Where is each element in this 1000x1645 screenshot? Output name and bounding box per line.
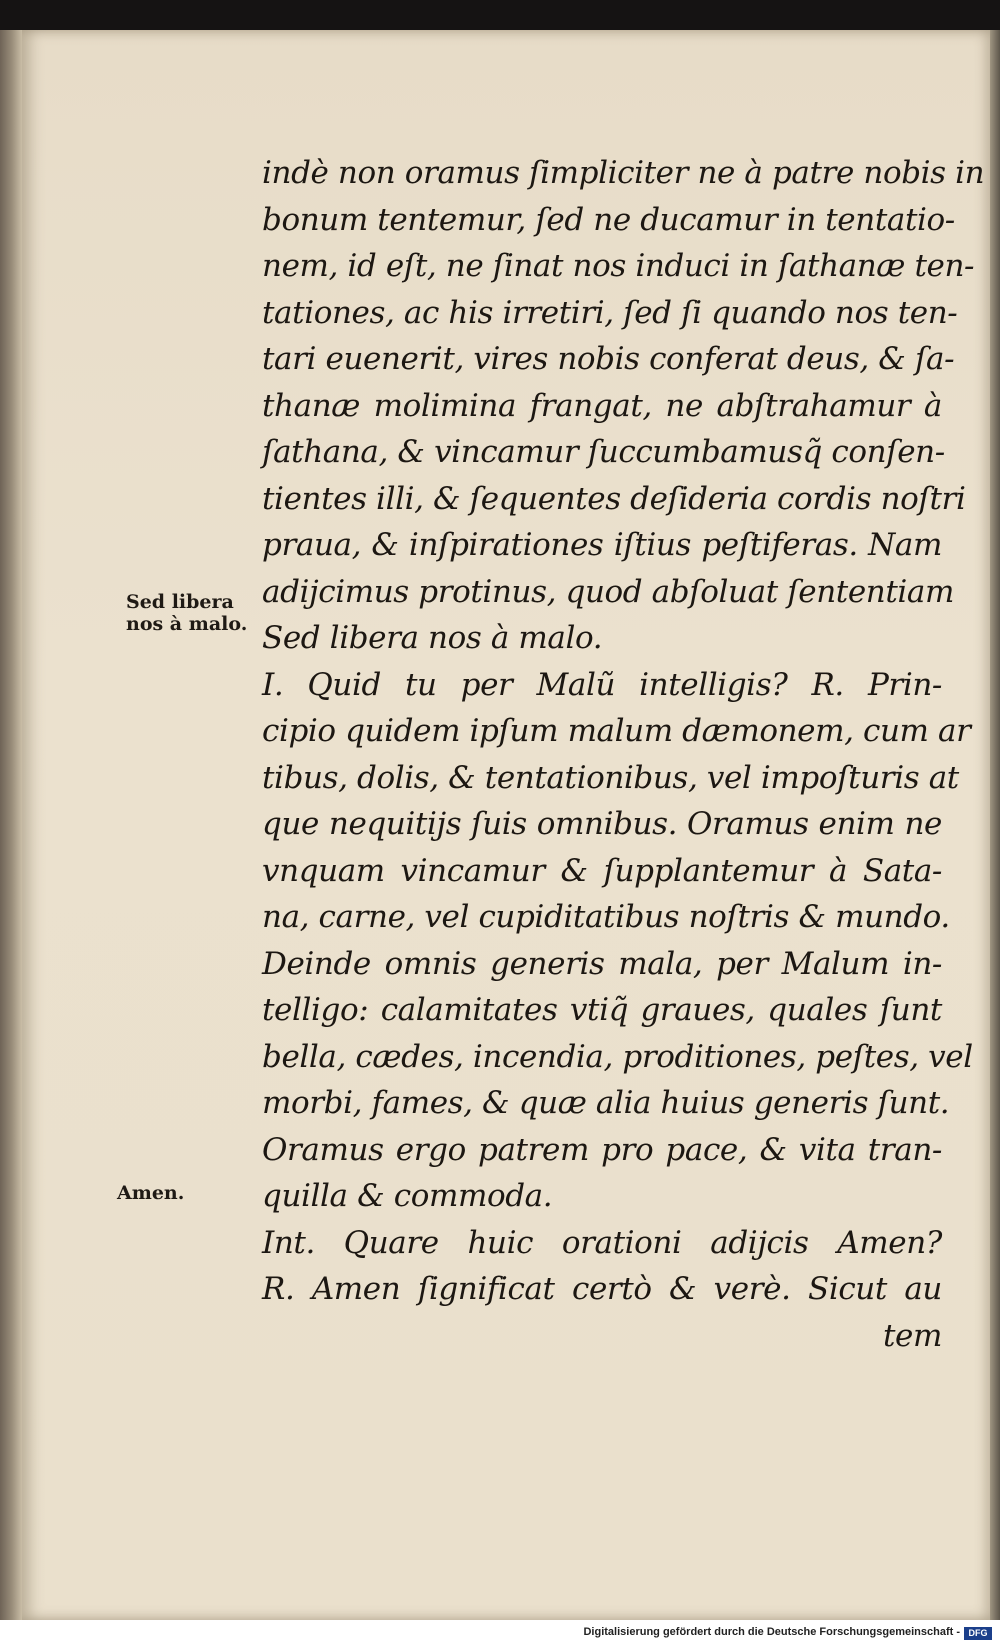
text-line: thanæ molimina frangat, ne abſtrahamur à [262, 387, 942, 424]
text-line: adijcimus protinus, quod abſoluat ſententiam [262, 573, 955, 610]
text-line: R. Amen ſignificat certò & verè. Sicut au [262, 1271, 942, 1307]
text-line: praua, & inſpirationes iſtius peſtiferas. Nam [262, 527, 942, 563]
text-line: nem, id eſt, ne ſinat nos induci in ſathanæ ten- [262, 248, 975, 284]
text-line: que nequitijs ſuis omnibus. Oramus enim ne [262, 806, 942, 842]
dfg-logo: DFG [964, 1627, 992, 1640]
catchword: tem [883, 1317, 942, 1354]
text-line: bonum tentemur, ſed ne ducamur in tentatio- [262, 201, 955, 238]
book-left-edge [0, 30, 22, 1620]
text-line: ſathana, & vincamur ſuccumbamusq̃ conſen- [262, 434, 945, 470]
footer-credit: Digitalisierung gefördert durch die Deutsche Forschungsgemeinschaft - [583, 1626, 960, 1638]
book-right-edge [990, 30, 1000, 1620]
margin-note-line: nos à malo. [126, 613, 248, 635]
text-line: cipio quidem ipſum malum dæmonem, cum ar [262, 713, 971, 749]
text-line: tientes illi, & ſequentes deſideria cordis noſtri [262, 480, 966, 517]
text-line: vnquam vincamur & ſupplantemur à Sata- [262, 852, 942, 889]
text-line: quilla & commoda. [262, 1178, 553, 1214]
text-line: telligo: calamitates vtiq̃ graues, quales ſunt [262, 992, 942, 1028]
margin-note-sed-libera [126, 591, 247, 635]
body-text [262, 150, 985, 1359]
text-line: Oramus ergo patrem pro pace, & vita tran- [262, 1131, 942, 1168]
text-line: tari euenerit, vires nobis conferat deus, & ſa- [262, 341, 955, 377]
text-line: I. Quid tu per Malũ intelligis? R. Prin- [262, 666, 942, 703]
margin-note-amen: Amen. [117, 1182, 185, 1204]
text-line: morbi, fames, & quæ alia huius generis ſunt. [262, 1085, 950, 1121]
text-line: Int. Quare huic orationi adijcis Amen? [262, 1224, 942, 1261]
text-line: na, carne, vel cupiditatibus noſtris & mundo. [262, 899, 950, 935]
text-line: Deinde omnis generis mala, per Malum in- [262, 945, 942, 982]
text-line: Sed libera nos à malo. [262, 620, 603, 656]
text-line: tationes, ac his irretiri, ſed ſi quando nos ten- [262, 294, 958, 331]
margin-note-line: Sed libera [126, 591, 234, 613]
text-line: indè non oramus ſimpliciter ne à patre nobis in [262, 155, 985, 191]
text-line: tibus, dolis, & tentationibus, vel impoſturis at [262, 759, 959, 796]
text-line: bella, cædes, incendia, proditiones, peſtes, vel [262, 1038, 973, 1075]
scan-top-border [0, 0, 1000, 30]
